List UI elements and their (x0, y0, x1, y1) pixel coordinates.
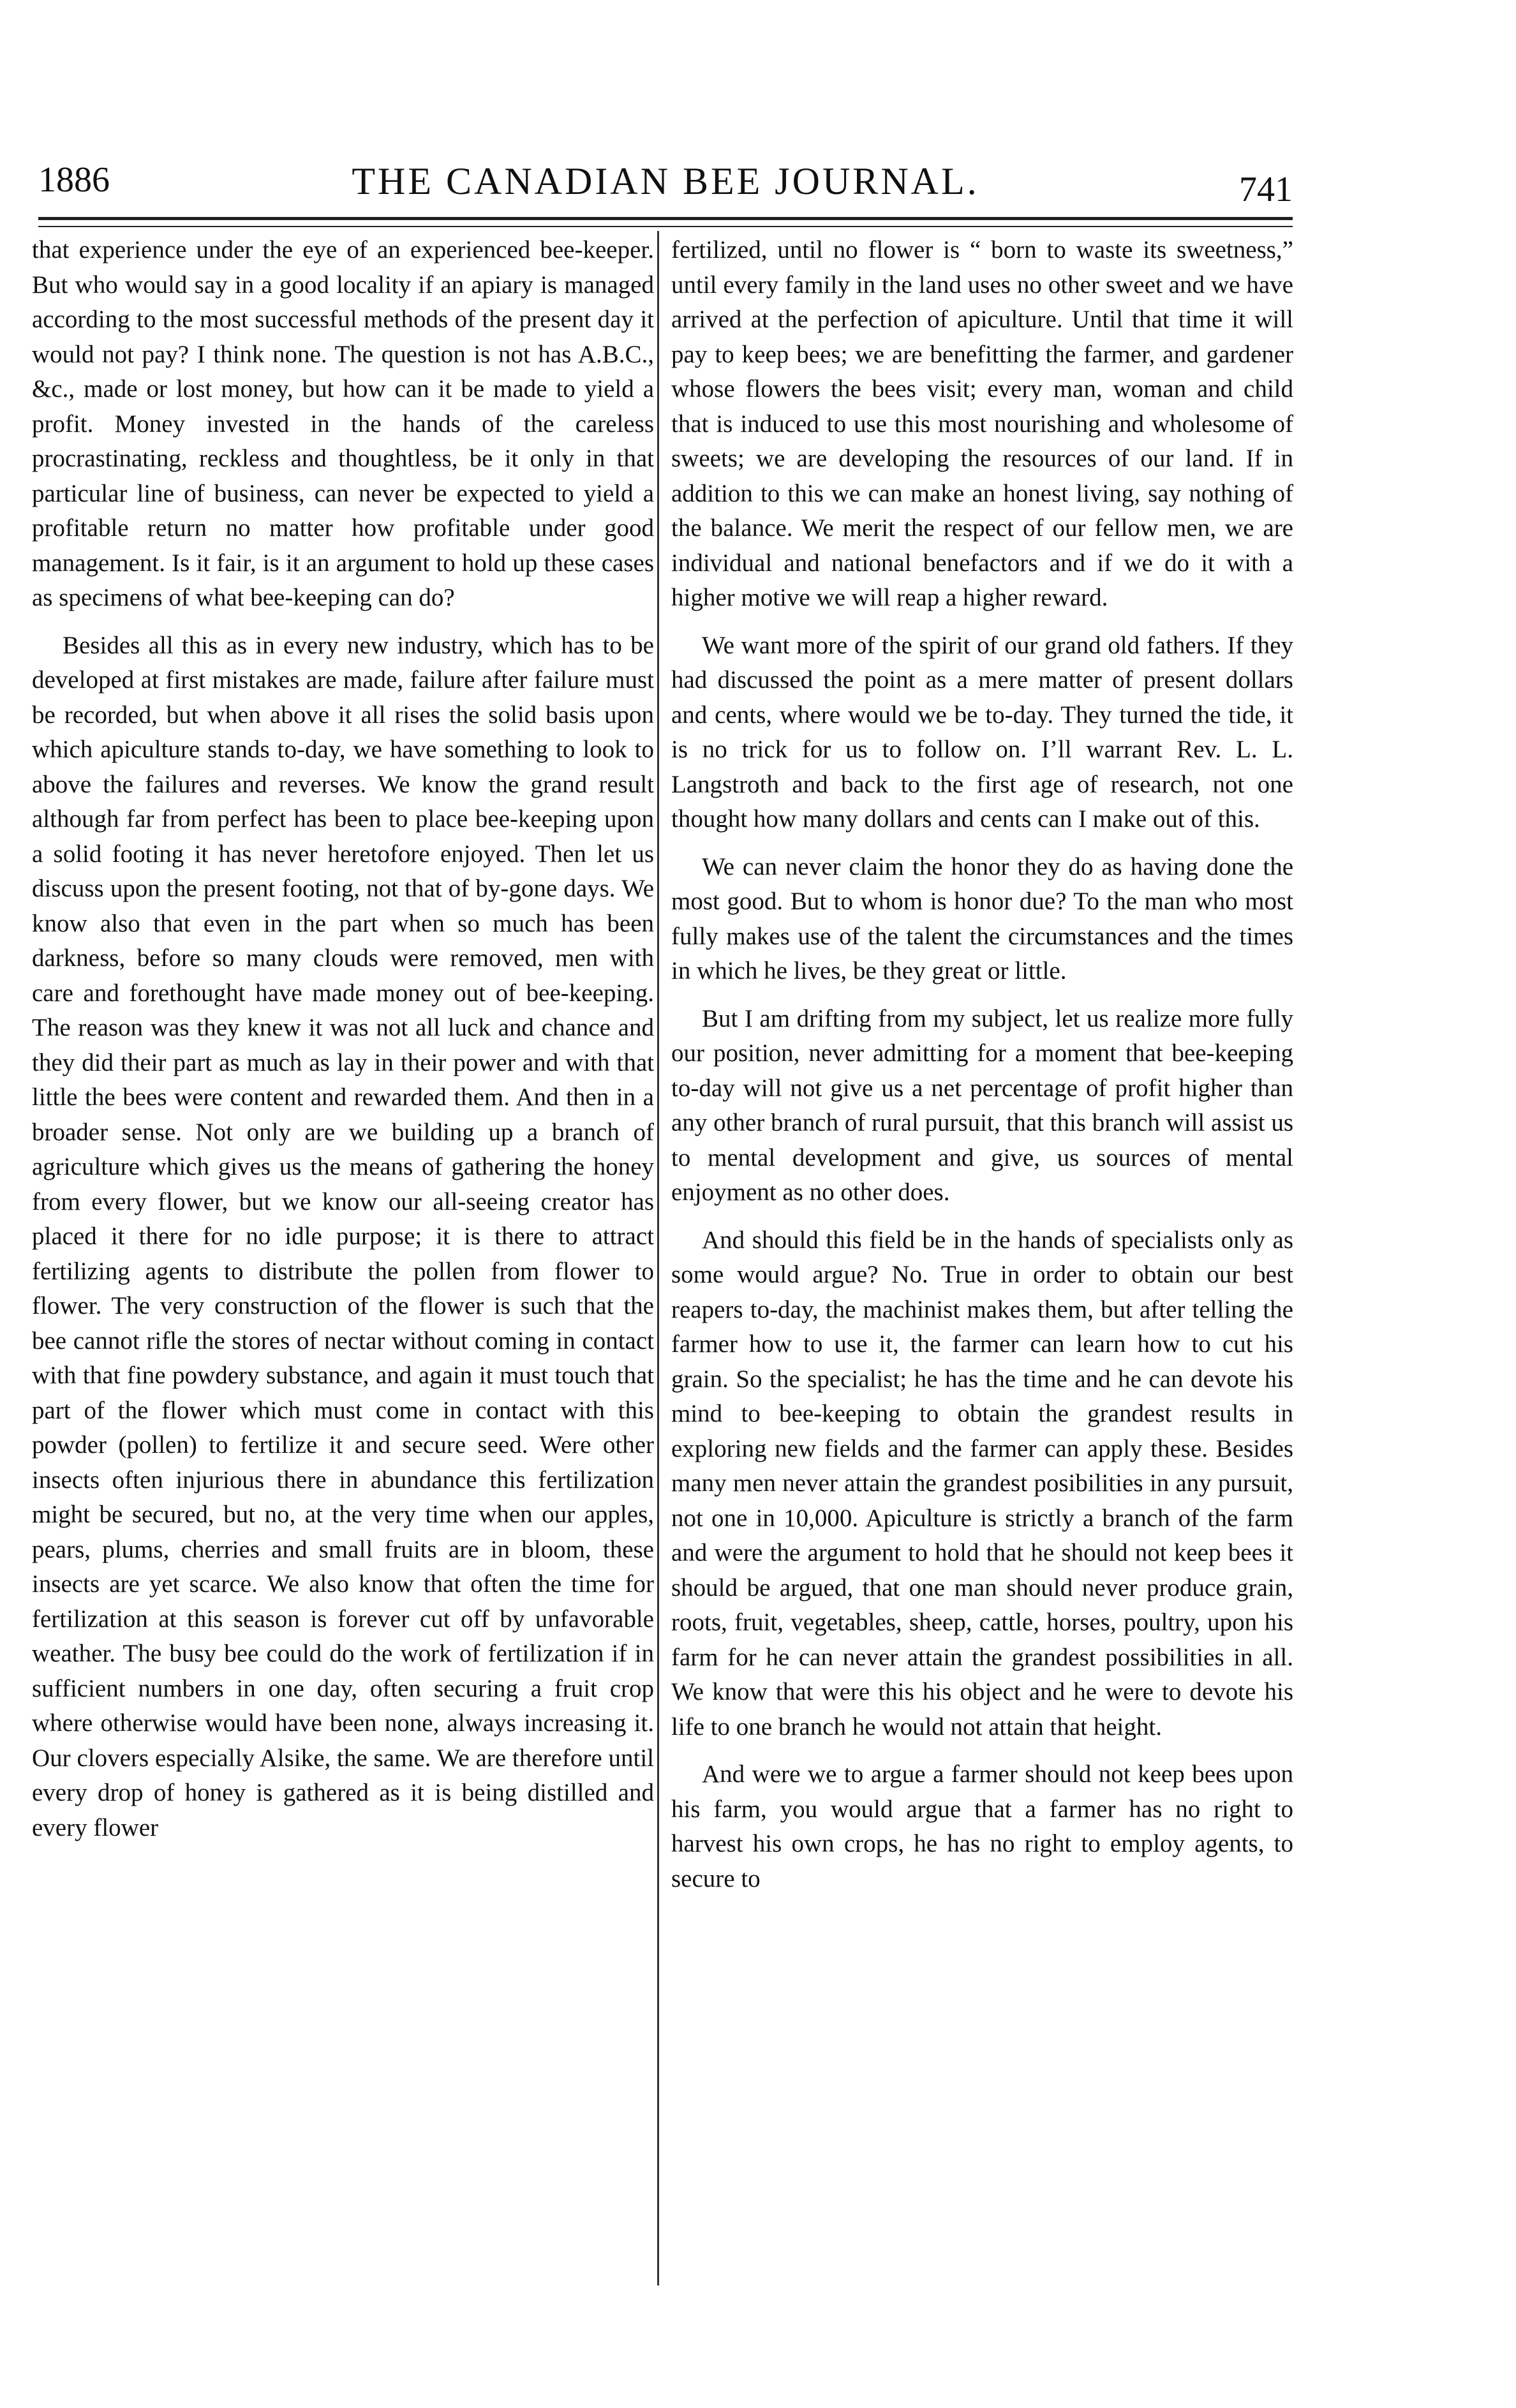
journal-title: THE CANADIAN BEE JOURNAL. (352, 160, 979, 202)
page-header (38, 144, 1293, 220)
header-rule-thick (38, 217, 1293, 220)
header-year: 1886 (38, 160, 110, 200)
left-column (32, 233, 654, 1845)
page-number: 741 (1239, 170, 1293, 209)
paragraph: fertilized, until no flower is “ born to waste its sweetness,” until every family in the land uses no other sweet and we have arrived at the perfection of apiculture. Until that time it will pay to keep bees; we are benefitting the farmer, and gardener whose flowers the bees visit; every man, woman and child that is induced to use this most nourishing and wholesome of sweets; we are developing the resources of our land. If in addition to this we can make an honest living, say nothing of the balance. We merit the respect of our fellow men, we are individual and national benefactors and if we do it with a higher motive we will reap a higher reward. (671, 236, 1293, 611)
header-rule-thin (38, 226, 1293, 227)
paragraph: We want more of the spirit of our grand old fathers. If they had discussed the point as a mere matter of present dollars and cents, where would we be to-day. They turned the tide, it is no trick for us to follow on. I’ll warrant Rev. L. L. Langstroth and back to the first age of research, not one thought how many dollars and cents can I make out of this. (671, 631, 1293, 833)
paragraph: But I am drifting from my subject, let us realize more fully our position, never admitting for a moment that bee-keeping to-day will not give us a net percentage of profit higher than any other branch of rural pursuit, that this branch will assist us to mental development and give, us sources of mental enjoyment as no other does. (671, 1004, 1293, 1206)
paragraph: And were we to argue a farmer should not keep bees upon his farm, you would argue that a farmer has no right to harvest his own crops, he has no right to employ agents, to secure to (671, 1760, 1293, 1892)
paragraph: And should this field be in the hands of specialists only as some would argue? No. True in order to obtain our best reapers to-day, the machinist makes them, but after telling the farmer how to use it, the farmer can learn how to cut his grain. So the specialist; he has the time and he can devote his mind to bee-keeping to obtain the grandest results in exploring new fields and the farmer can apply these. Besides many men never attain the grandest posibilities in any pursuit, not one in 10,000. Apiculture is strictly a branch of the farm and were the argument to hold that he should not keep bees it should be argued, that one man should never produce grain, roots, fruit, vegetables, sheep, cattle, horses, poultry, upon his farm for he can never attain the grandest possibilities in all. We know that were this his object and he were to devote his life to one branch he would not attain that height. (671, 1226, 1293, 1741)
column-divider (657, 231, 659, 2285)
paragraph: Besides all this as in every new industry, which has to be developed at first mistakes are made, failure after failure must be recorded, but when above it all rises the solid basis upon which apiculture stands to-day, we have something to look to above the failures and reverses. We know the grand result although far from perfect has been to place bee-keeping upon a solid footing it has never heretofore enjoyed. Then let us discuss upon the present footing, not that of by-gone days. We know also that even in the part when so much has been darkness, before so many clouds were removed, men with care and forethought have made money out of bee-keeping. The reason was they knew it was not all luck and chance and they did their part as much as lay in their power and with that little the bees were content and rewarded them. And then in a broader sense. Not only are we building up a branch of agriculture which gives us the means of gathering the honey from every flower, but we know our all-seeing creator has placed it there for no idle purpose; it is there to attract fertilizing agents to distribute the pollen from flower to flower. The very construction of the flower is such that the bee cannot rifle the stores of nectar without coming in contact with that fine powdery substance, and again it must touch that part of the flower which must come in contact with this powder (pollen) to fertilize it and secure seed. Were other insects often injurious there in abundance this fertilization might be secured, but no, at the very time when our apples, pears, plums, cherries and small fruits are in bloom, these insects are yet scarce. We also know that often the time for fertilization at this season is forever cut off by unfavorable weather. The busy bee could do the work of fertilization if in sufficient numbers in one day, often securing a fruit crop where otherwise would have been none, always increasing it. Our clovers especially Alsike, the same. We are therefore until every drop of honey is gathered as it is being distilled and every flower (32, 631, 654, 1841)
paragraph: that experience under the eye of an experienced bee-keeper. But who would say in a good locality if an apiary is managed according to the most successful methods of the present day it would not pay? I think none. The question is not has A.B.C., &c., made or lost money, but how can it be made to yield a profit. Money invested in the hands of the careless procrastinating, reckless and thoughtless, be it only in that particular line of business, can never be expected to yield a profitable return no matter how profitable under good management. Is it fair, is it an argument to hold up these cases as specimens of what bee-keeping can do? (32, 236, 654, 611)
right-column (671, 233, 1293, 1896)
paragraph: We can never claim the honor they do as having done the most good. But to whom is honor due? To the man who most fully makes use of the talent the circumstances and the times in which he lives, be they great or little. (671, 852, 1293, 985)
